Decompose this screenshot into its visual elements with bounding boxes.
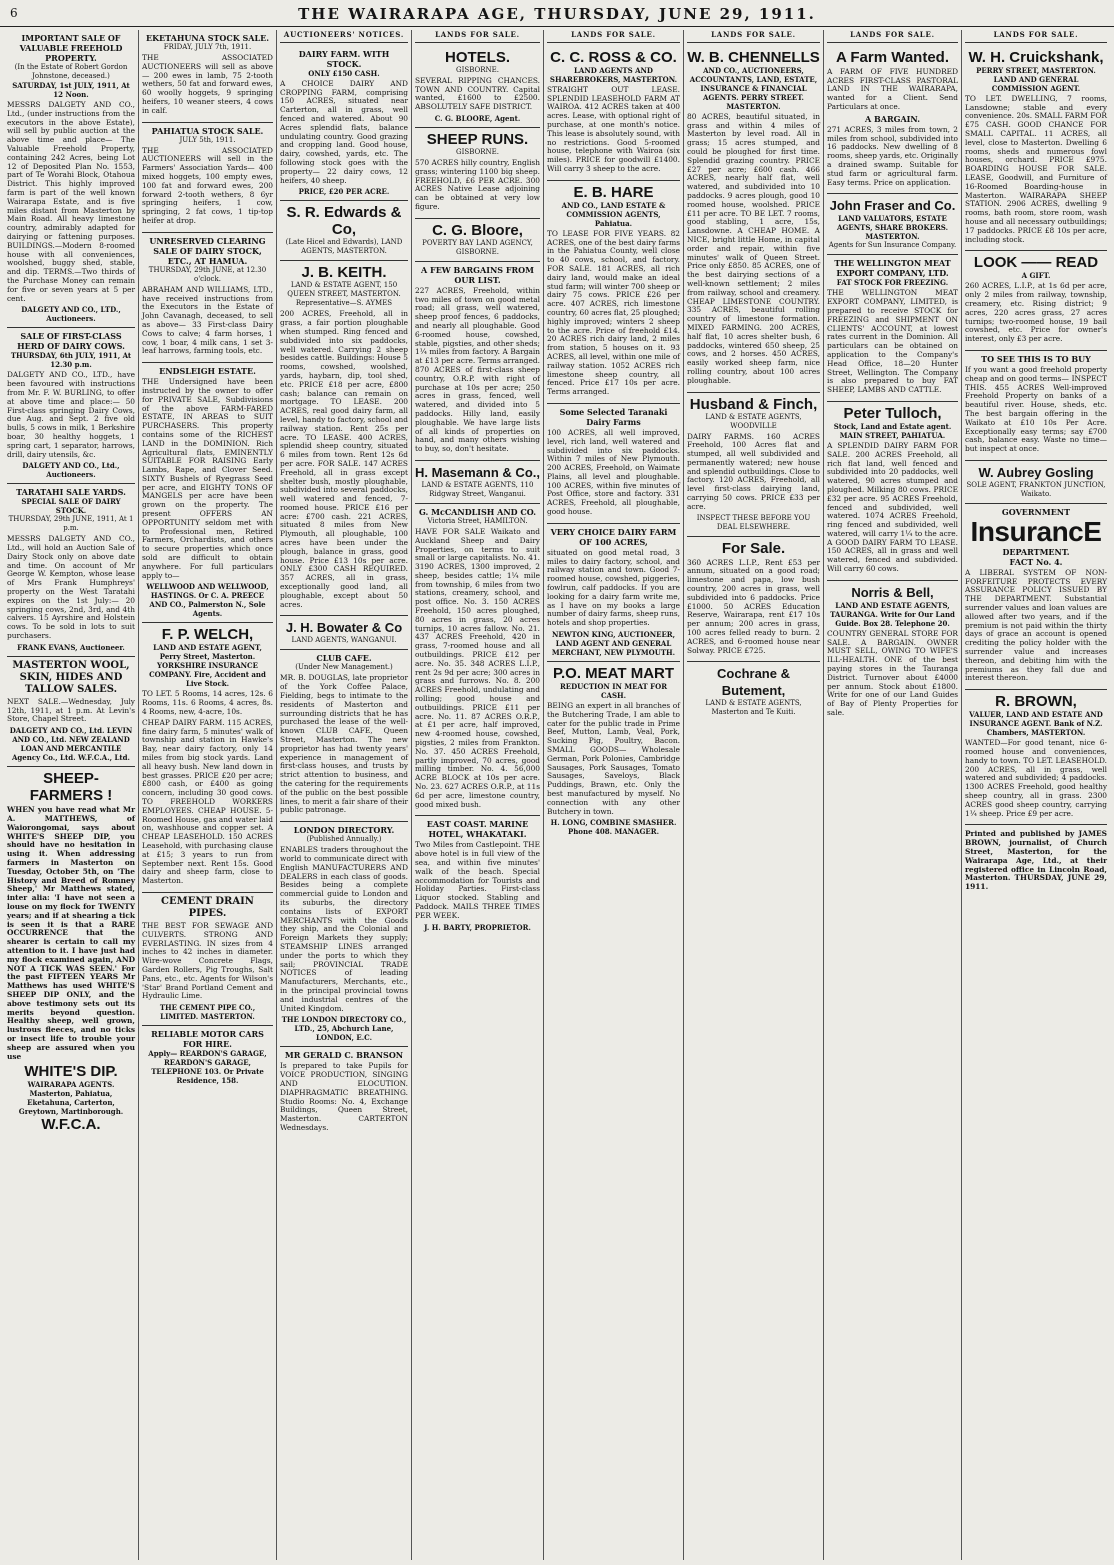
ad-heading: For Sale. xyxy=(721,539,786,557)
agent-details: LAND VALUATORS, ESTATE AGENTS, SHARE BROKERS. MASTERTON. xyxy=(836,214,949,242)
column-header: LANDS FOR SALE. xyxy=(415,30,540,43)
ad-date: THURSDAY, 29th JUNE, at 12.30 o'clock. xyxy=(148,265,267,283)
ad-heading: SHEEP-FARMERS ! xyxy=(29,770,113,805)
ad-body: Agents for Sun Insurance Company. xyxy=(828,241,957,250)
agent-name: R. BROWN, xyxy=(995,693,1077,711)
ad-body: A LIBERAL SYSTEM OF NON-FORFEITURE PROTECTS EVERY ASSURANCE POLICY ISSUED BY THE DEPARTMENT. Substantial surrender values and loan values are allowed after two years, and if the premium is not paid within the thirty days of grace an account is opened crediting the policy holder with the surrender value and increases thereon, and debiting him with the premiums as they fall due and interest thereon. xyxy=(965,567,1107,683)
newton-king-ad xyxy=(547,524,680,662)
ad-heading: CEMENT DRAIN PIPES. xyxy=(161,895,254,919)
meat-mart-ad xyxy=(547,662,680,840)
column-7 xyxy=(824,30,962,1560)
ad-subheading: (Under New Management.) xyxy=(295,663,393,672)
endsleigh-estate-ad xyxy=(142,363,273,623)
eketahuna-sale-ad xyxy=(142,30,273,123)
ad-signoff: FRANK EVANS, Auctioneer. xyxy=(17,642,125,652)
column-header: LANDS FOR SALE. xyxy=(687,30,820,43)
column-4 xyxy=(412,30,544,1560)
ad-agents: WAIRARAPA AGENTS. Masterton, Pahiatua, Eketahuna, Carterton, Greytown, Martinborough. xyxy=(18,1080,124,1117)
column-3 xyxy=(277,30,412,1560)
wellington-meat-ad xyxy=(827,255,958,402)
ad-body: situated on good metal road, 3 miles to dairy factory, school, and railway station and town. Good 7-roomed house, cowshed, piggeries, fowlrun, calf paddocks. If you are looking for a dairy farm write me, as I have on my books a large number of dairy farms, sheep runs, hotels and shop properties. xyxy=(547,547,680,628)
printer-imprint xyxy=(965,825,1107,898)
ad-date: FRIDAY, JULY 7th, 1911. xyxy=(163,43,252,51)
fp-welch-ad xyxy=(142,623,273,893)
sheep-runs-ad xyxy=(415,128,540,219)
marine-hotel-ad xyxy=(415,816,540,935)
ad-body: 100 ACRES, all well improved, level, rich land, well watered and subdivided into six paddocks. Within 7 miles of New Plymouth. 200 ACRES, Freehold, on Waimate Plains, all level and ploughable. 100 ACRES, within five minutes of Post Office, store and factory. 331 ACRES, Freehold, all ploughable, good house. xyxy=(547,427,680,517)
masemann-ad xyxy=(415,461,540,504)
ad-body: WHEN you have read what Mr A. MATTHEWS, of Waiorongomai, says about WHITE'S SHEEP DIP, you should have no hesitation in using it. When addressing farmers in Masterton on Tuesday, October 5th, on 'The History and Breed of Romney Sheep,' Mr Matthews stated, inter alia: 'I have not seen a louse on my flock for TWENTY years; and if at shearing a tick is seen it is that a RARE OCCURRENCE that the shearer is certain to call my attention to it. I have just had my flock examined again, AND NOT A TICK WAS SEEN.' For the past FIFTEEN YEARS Mr Matthews has used WHITE'S SHEEP DIP ONLY, and the above testimony sets out its merits beyond question. Healthy sheep, well grown, lustrous fleeces, and no ticks or insect life to trouble your sheep are assured when you use xyxy=(7,805,135,1061)
column-5 xyxy=(544,30,684,1560)
column-header: AUCTIONEERS' NOTICES. xyxy=(280,30,408,43)
ad-body: STRAIGHT OUT LEASE. SPLENDID LEASEHOLD FARM AT WAIROA. 412 ACRES taken at 400 acres. Lease, with optional right of purchase, at one month's notice. This lease is absolutely sound, with no restrictions. Good 5-roomed house, telephone with Wairoa (six miles). PRICE for goodwill £1400. Will carry 3 sheep to the acre. xyxy=(547,84,680,173)
ad-heading: VERY CHOICE DAIRY FARM OF 100 ACRES, xyxy=(550,526,677,547)
ad-body: DALGETY AND CO., LTD., have been favoured with instructions from Mr. F. W. BURLING, to offer at above time and place:— 50 First-class springing Dairy Cows, due Aug. and Sept. 2 five old bulls, 5 cows in milk, 1 Berkshire boar, 30 healthy hoggets, 1 spring cart, 1 separator, harrows, drill, dairy utensils, &c. xyxy=(7,370,135,459)
agent-name: C. C. ROSS & CO. xyxy=(550,48,677,66)
club-cafe-ad xyxy=(280,650,408,822)
ad-body: If you want a good freehold property cheap and on good terms— INSPECT THIS. 455 ACRES Well-improved Freehold Property on banks of a beautiful river. House, sheds, etc. The best bargain offering in the Waikato at £10 10s Per Acre. Exceptionally easy terms; say £700 cash, balance easy. Waste no time—but inspect at once. xyxy=(965,364,1107,454)
ad-body: NEXT SALE.—Wednesday, July 12th, 1911, at 1 p.m. At Levin's Store, Chapel Street. xyxy=(7,696,135,724)
ad-heading: TARATAHI SALE YARDS. xyxy=(16,487,126,498)
ad-body: ENABLES traders throughout the world to communicate direct with English MANUFACTURERS AND DEALERS in each class of goods. Besides being a complete commercial guide to London and its suburbs, the directory contains lists of EXPORT MERCHANTS with the Goods they ship, and the Colonial and Foreign Markets they supply; STEAMSHIP LINES arranged under the ports to which they sail; PROVINCIAL TRADE NOTICES of leading Manufacturers, Merchants, etc., in the principal provincial towns and industrial centres of the United Kingdom. xyxy=(280,845,408,1013)
ad-signoff: NEWTON KING, AUCTIONEER, LAND AGENT AND GENERAL MERCHANT, NEW PLYMOUTH. xyxy=(551,630,676,658)
ad-body: MR. B. DOUGLAS, late proprietor of the York Coffee Palace, Fielding, begs to intimate to the residents of Masterton and surrounding districts that he has purchased the lease of the well-known CLUB CAFE, Queen Street, Masterton. The new proprietor has had twenty years' experience in management of first-class houses, and trusts by strict attention to business, and the catering for the requirements of the public on the best possible lines, to merit a fair share of their public patronage. xyxy=(280,673,408,815)
ad-body: MESSRS DALGETY AND CO., Ltd., (under instructions from the executors in the above Estate), will sell by public auction at the above time and place— The Valuable Freehold Property, containing 242 Acres, being Lot 12 of Deposited Plan No. 1553, part of Te Worahi Block, Otahoua District. This highly improved farm is part of the well known Wairarapa Estate, and is five miles distant from Masterton by Main Road. All heavy limestone country, admirably adapted for dairying or fattening purposes. BUILDINGS.—Modern 8-roomed house with all conveniences, woolshed, buggy shed, stable, and dip. TERMS.—Two thirds of the Purchase Money can remain for five or seven years at 5 per cent. xyxy=(7,100,135,303)
ad-signoff: THE LONDON DIRECTORY CO., LTD., 25, Abchurch Lane, LONDON, E.C. xyxy=(281,1015,407,1043)
r-brown-ad xyxy=(965,690,1107,825)
ad-date: SATURDAY, 1st JULY, 1911, At 12 Noon. xyxy=(12,81,130,99)
ad-date: THURSDAY, 6th JULY, 1911, At 12.30 p.m. xyxy=(10,351,132,370)
cc-ross-ad xyxy=(547,46,680,181)
column-1 xyxy=(4,30,139,1560)
ad-heading: RELIABLE MOTOR CARS FOR HIRE. xyxy=(151,1029,264,1050)
agent-name: Norris & Bell, xyxy=(851,584,934,600)
ad-subheading: A GIFT. xyxy=(1021,271,1051,281)
bargains-ad xyxy=(415,262,540,461)
dairy-farm-ad xyxy=(280,46,408,202)
agent-details: LAND & ESTATE AGENTS, WOODVILLE xyxy=(705,412,802,430)
ad-heading: PAHIATUA STOCK SALE. xyxy=(151,125,264,136)
bloore-ad xyxy=(415,219,540,262)
agent-name: W. Aubrey Gosling xyxy=(978,464,1094,480)
ad-heading: A Farm Wanted. xyxy=(835,48,950,66)
ad-heading: LOOK —— READ xyxy=(973,254,1099,272)
ad-heading: SALE OF FIRST-CLASS HERD OF DAIRY COWS. xyxy=(17,331,125,352)
ad-body: THE Undersigned have been instructed by the owner to offer for PRIVATE SALE, Subdivisions of the above FARM-FARED ESTATE, IN AREAS to SUIT PURCHASERS. This property contains some of the RICHEST LAND in the DOMINION. Rich Agricultural flats, EMINENTLY SUITABLE FOR RAISING Early Lambs, Rape, and Clover Seed. SIXTY Bushels of Ryegrass Seed per acre, and EIGHTY TONS OF MANGELS per acre have been grown on the property. The present OFFERS AN OPPORTUNITY seldom met with to Professional men, Retired Farmers, Orchardists, and others to secure properties which once sold are difficult to obtain anywhere. For full particulars apply to— xyxy=(142,377,273,580)
agent-details: VALUER, LAND AND ESTATE AND INSURANCE AGENT. Bank of N.Z. Chambers, MASTERTON. xyxy=(969,710,1103,738)
ad-price: PRICE, £20 PER ACRE. xyxy=(298,187,390,197)
imprint-text: Printed and published by JAMES BROWN, journalist, of Church Street, Masterton, for the Wairarapa Age, Ltd., at their registered office in Lincoln Road, Masterton. THURSDAY, JUNE 29, 1911. xyxy=(965,829,1107,892)
agent-name: John Fraser and Co. xyxy=(829,198,956,214)
see-this-ad xyxy=(965,351,1107,461)
ad-heading: MASTERTON WOOL, SKIN, HIDES AND TALLOW SALES. xyxy=(12,659,130,695)
ad-heading: SHEEP RUNS. xyxy=(426,130,529,148)
agent-name: W. H. Cruickshank, xyxy=(968,48,1104,66)
dairy-cows-sale-ad xyxy=(7,328,135,484)
ad-body: CHEAP DAIRY FARM. 115 ACRES, fine dairy farm, 5 minutes' walk of township and station in Hawke's Bay, near dairy factory, only 14 miles from big stock yards. Land all heavy bush. New land down in best grasses. PRICE £20 per acre; £800 cash, or £400 as going concern, including 30 good cows. TO FREEHOLD WORKERS EMPLOYEES. CHEAP HOUSE. 5-Roomed House, gas and water laid on, washhouse and copper set. A CHEAP LEASEHOLD. 150 ACRES Leasehold, with purchasing clause at £15; 3 years to run from September next. Rent 15s. Good dairy and sheep farm, close to Masterton. xyxy=(142,717,273,886)
ad-subheading: DEPARTMENT. xyxy=(1002,546,1070,557)
column-header: LANDS FOR SALE. xyxy=(547,30,680,43)
ad-body: THE WELLINGTON MEAT EXPORT COMPANY, LIMITED, is prepared to receive STOCK for FREEZING and SHIPMENT ON CLIENTS' ACCOUNT, at lowest rates current in the Dominion. All particulars can be obtained on application to the Company's Head Office, 18—20 Hunter Street, Wellington. The Company is also prepared to buy FAT SHEEP, LAMBS AND CATTLE. xyxy=(827,288,958,395)
ad-body: ABRAHAM AND WILLIAMS, LTD., have received instructions from the Executors in the Estate of John Cavanagh, deceased, to sell as above— 33 First-class Dairy Cows to calve; 4 farm horses, 1 cow, 1 boar, 4 milk cans, 1 set 3-leaf harrows, farming tools, etc. xyxy=(142,284,273,356)
ad-signoff: C. G. BLOORE, Agent. xyxy=(434,113,521,123)
ad-subheading: (In the Estate of Robert Gordon Johnstone, deceased.) xyxy=(14,63,128,80)
ad-heading: P.O. MEAT MART xyxy=(552,665,675,683)
column-6 xyxy=(684,30,824,1560)
agent-details: PERRY STREET, MASTERTON. LAND AND GENERAL COMMISSION AGENT. xyxy=(976,65,1096,93)
bowater-ad xyxy=(280,616,408,650)
ad-heading: EKETAHUNA STOCK SALE. xyxy=(145,33,269,43)
page-number: 6 xyxy=(10,6,18,20)
ad-body: 227 ACRES, Freehold, within two miles of town on good metal road; all grass, well watered, sheep proof fences, 6 paddocks, and nearly all ploughable. Good 6-roomed house, cowshed, stable, pigsties, and other sheds; 1¼ miles from factory. A Bargain at £13 per acre. Terms arranged. 870 ACRES of first-class sheep country, O.R.P. with right of purchase at 10s per acre; 250 acres in grass, fenced, well watered, and divided into 5 paddocks. Hilly land, easily ploughable. We have large lists of all kinds of properties on hand, and many others wishing to buy, so, don't hesitate. xyxy=(415,285,540,454)
ad-signoff: WELLWOOD AND WELLWOOD, HASTINGS. Or C. A. PREECE AND CO., Palmerston N., Sole Agents. xyxy=(146,582,269,619)
agent-name: Peter Tulloch, xyxy=(843,404,942,422)
ad-signoff: INSPECT THESE BEFORE YOU DEAL ELSEWHERE. xyxy=(696,513,811,531)
ad-signoff: THE CEMENT PIPE CO., LIMITED. MASTERTON. xyxy=(159,1003,256,1022)
ad-subheading: ONLY £150 CASH. xyxy=(308,68,380,78)
agent-details: LAND AGENTS, WANGANUI. xyxy=(291,636,397,645)
ad-body: DAIRY FARMS. 160 ACRES Freehold, 100 Acres flat and stumped, all well subdivided and permanently watered; new house and splendid outbuildings. Close to factory. 120 ACRES, Freehold, all level first-class dairying land, carrying 50 cows. PRICE £33 per acre. xyxy=(687,431,820,511)
newspaper-title: THE WAIRARAPA AGE, THURSDAY, JUNE 29, 1911. xyxy=(298,5,816,23)
hamua-clearing-sale-ad xyxy=(142,233,273,363)
ad-list: TO LET. 5 Rooms, 14 acres, 12s. 6 Rooms, 11s. 6 Rooms, 4 acres, 8s. 4 Rooms, new, 4-acre, 10s. xyxy=(142,689,273,717)
branson-ad xyxy=(280,1047,408,1138)
agent-details: LAND & ESTATE AGENT, 150 QUEEN STREET, MASTERTON. Representative—S. AYMES xyxy=(287,281,401,308)
pahiatua-sale-ad xyxy=(142,123,273,233)
column-2 xyxy=(139,30,277,1560)
agent-details: LAND & ESTATE AGENTS, 110 Ridgway Street, Wanganui. xyxy=(421,480,534,498)
ad-body: COUNTRY GENERAL STORE FOR SALE. A BARGAIN. OWNER MUST SELL, OWING TO WIFE'S ILL-HEALTH. ONE of the best paying stores in the Tauranga District. Turnover about £4000 per annum. Stock about £1800. Write for one of our Land Guides of Bay of Plenty Properties for sale. xyxy=(827,628,958,718)
agent-details: LAND AGENTS AND SHAREBROKERS, MASTERTON. xyxy=(549,65,678,84)
agent-name: S. R. Edwards & Co, xyxy=(286,204,402,239)
ad-body: SEVERAL RIPPING CHANCES. TOWN AND COUNTRY. Capital wanted, £1600 to £2500. ABSOLUTELY SAFE DISTRICT. xyxy=(415,75,540,112)
taranaki-farms-ad xyxy=(547,404,680,524)
ad-heading: TO SEE THIS IS TO BUY xyxy=(981,353,1091,364)
ad-subheading: GISBORNE. xyxy=(456,147,499,156)
agent-details: POVERTY BAY LAND AGENCY, GISBORNE. xyxy=(422,238,533,256)
ad-date: THURSDAY, 29th JUNE, 1911, At 1 p.m. xyxy=(8,515,134,533)
ad-body: Apply— REARDON'S GARAGE, REARDON'S GARAGE, TELEPHONE 103. Or Private Residence, 158. xyxy=(148,1049,267,1086)
ad-subheading: GISBORNE. xyxy=(456,65,499,74)
agent-details: (Late Hicel and Edwards), LAND AGENTS, MASTERTON. xyxy=(285,238,403,256)
hotels-ad xyxy=(415,46,540,128)
ad-heading: LONDON DIRECTORY. xyxy=(293,825,395,836)
column-header: LANDS FOR SALE. xyxy=(965,30,1107,43)
ad-body: WANTED—For good tenant, nice 6-roomed house and conveniences, handy to town. TO LET. LEASEHOLD. 200 ACRES, all in grass, well watered and subdivided; 4 paddocks. 1300 ACRES Freehold, good healthy sheep country, all in grass. 2300 ACRES good sheep country, carrying 1¼ sheep. Price £9 per acre. xyxy=(965,738,1107,818)
ad-signoff: DALGETY AND CO., LTD., Auctioneers. xyxy=(21,305,121,324)
ad-heading: HOTELS. xyxy=(444,48,510,66)
agent-name: Husband & Finch, xyxy=(689,395,818,413)
gosling-ad xyxy=(965,461,1107,504)
agent-details: LAND AND ESTATE AGENTS, TAURANGA. Write for Our Land Guide. Box 28. Telephone 20. xyxy=(830,600,955,628)
ad-body: 360 ACRES L.I.P., Rent £53 per annum, situated on a good road; limestone and papa, low bush country, 200 acres in grass, well subdivided into 6 paddocks. Price £1000. 50 ACRES Education Reserve, Wairarapa, rent £17 10s per annum; 200 acres in grass, 100 acres felled ready to burn. 2 ACRES, and 6-roomed house near Solway. PRICE £725. xyxy=(687,557,820,655)
agent-name: F. P. WELCH, xyxy=(161,626,254,644)
agent-details: LAND AND ESTATE AGENT, Perry Street, Masterton. YORKSHIRE INSURANCE COMPANY. Fire, Accident and Live Stock. xyxy=(149,643,266,689)
ad-signoff: DALGETY AND CO., Ltd. LEVIN AND CO., Ltd. NEW ZEALAND LOAN AND MERCANTILE Agency Co., Ltd. W.F.C.A., Ltd. xyxy=(9,726,133,763)
cruickshank-ad xyxy=(965,46,1107,252)
ad-body: TO LEASE FOR FIVE YEARS. 82 ACRES, one of the best dairy farms in the Pahiatua County, well close to 40 cows, school, and factory. FOR SALE. 181 ACRES, all rich dairy land, would make an ideal stud farm; will winter 700 sheep or dairy 75 cows. PRICE £26 per acre. 407 ACRES, rich limestone country, 60 acres flat, 25 ploughed; highly improved; winters 2 sheep to the acre. Price of freehold £14. 20 ACRES rich dairy land, 2 miles from station, 5 houses on it. 93 ACRES, all level, within one mile of railway station. 1052 ACRES rich limestone sheep country, all fenced. Price £17 10s per acre. Terms arranged. xyxy=(547,228,680,397)
ad-body: HAVE FOR SALE Waikato and Auckland Sheep and Dairy Properties, on terms to suit small or large capitalists. No. 41. 3190 ACRES, 1300 improved, 2 sheep, besides cattle; 1¼ mile from township, 6 miles from two stations, creamery, school, and post office. No. 3. 150 ACRES Freehold, 150 acres ploughed, 80 acres in grass, 20 acres turnips, 10 acres fallow. No. 21. 437 ACRES Freehold, 420 in grass, 7-roomed house and all outbuildings. PRICE £12 per acre. No. 35. 348 ACRES L.I.P., rent 2s 9d per acre; 300 acres in grass and furrows. No. 8. 200 ACRES Freehold, undulating and rolling; good house and outbuildings. PRICE £11 per acre. No. 11. 87 ACRES O.R.P., at £1 per acre, half improved, new 4-roomed house, cowshed, pigsties, 2 miles from Frankton. No. 37. 450 ACRES Freehold, partly improved, 70 acres, good milling timber. No. 4. 56,000 ACRE BLOCK at 10s per acre. No. 23. 627 ACRES O.R.P., at 11s 6d per acre, limestone country, good mixed bush. xyxy=(415,526,540,809)
ad-heading: MR GERALD C. BRANSON xyxy=(284,1050,404,1061)
for-sale-ad xyxy=(687,537,820,663)
agent-name: J. H. Bowater & Co xyxy=(285,620,403,636)
whites-dip-ad xyxy=(7,767,135,1137)
peter-tulloch-ad xyxy=(827,402,958,581)
ad-body: TO LET. DWELLING, 7 rooms, Lansdowne; stable and every convenience. 20s. SMALL FARM FOR £75 CASH. GOOD CHANCE FOR SMALL CAPITAL. 11 ACRES, all level, close to Masterton. Dwelling 6 rooms, sheds and numerous fowl houses, orchard. PRICE £975. BOARDING HOUSE FOR SALE. LEASE, Goodwill, and Furniture of 16-Roomed Boarding-house in Masterton. WAIRARAPA SHEEP STATION. 2906 ACRES, dwelling 9 rooms, bath room, store room, wash house and all necessary outbuildings; 17 paddocks. PRICE £8 10s per acre, including stock. xyxy=(965,93,1107,244)
ad-heading: DAIRY FARM. WITH STOCK. xyxy=(298,48,390,69)
ad-body: 200 ACRES, Freehold, all in grass, a fair portion ploughable when stumped. Ring fenced and subdivided into six paddocks, well watered. Carrying 2 sheep besides cattle. Buildings: House 5 rooms, cowshed, woolshed, yards, haybarn, dip, tool shed, etc. PRICE £18 per acre, £800 cash; balance can remain on mortgage. TO LEASE. 200 ACRES, real good dairy farm, all level, handy to factory, school and railway station. Rent 25s per acre. TO LEASE. 400 ACRES, splendid sheep country, situated 6 miles from town. Rent 12s 6d per acre. FOR SALE. 147 ACRES Freehold, all in grass except shelter bush, mostly ploughable, subdivided into several paddocks, well watered and fenced, 7-roomed house. PRICE £16 per acre: £700 cash. 221 ACRES, situated 8 miles from New Plymouth, all ploughable, 100 acres have been under the plough, balance in grass, good house. Price £13 10s per acre. ONLY £300 CASH REQUIRED. 357 ACRES, all in grass, exceptionally good land, all ploughable, except about 50 acres. xyxy=(280,309,408,609)
motor-cars-ad xyxy=(142,1026,273,1089)
masthead xyxy=(0,4,1114,27)
farm-wanted-ad xyxy=(827,46,958,195)
ad-heading: A FEW BARGAINS FROM OUR LIST. xyxy=(421,264,534,285)
ad-body: THE ASSOCIATED AUCTIONEERS will sell in the Farmers' Association Yards— 400 mixed hoggets, 100 empty ewes, 100 fat and forward ewes, 200 forward 2-tooth wethers, 8 6yr springing heifers, 1 cow, springing, 2 fat cows, 1 tip-top heifer at drop. xyxy=(142,145,273,225)
agent-name: J. B. KEITH. xyxy=(301,264,387,282)
ad-heading: UNRESERVED CLEARING SALE OF DAIRY STOCK, ETC., AT HAMUA. xyxy=(149,235,266,266)
ad-body: THE BEST FOR SEWAGE AND CULVERTS. STRONG AND EVERLASTING. IN sizes from 4 inches to 42 inches in diameter. Wire-wove Concrete Flags, Garden Rollers, Pig Troughs, Salt Pans, etc., etc. Agents for Wilson's 'Star' Brand Portland Cement and Hydraulic Lime. xyxy=(142,920,273,1001)
ad-subheading: A BARGAIN. xyxy=(865,113,920,124)
ad-body: A CHOICE DAIRY AND CROPPING FARM, comprising 150 ACRES, situated near Carterton, all in grass, well fenced and watered. About 90 Acres splendid flats, balance undulating country. Good grazing and cropping land. Good house, dairy, cowshed, yards, etc. The following stock goes with the property— 22 dairy cows, 12 heifers, 40 sheep. xyxy=(280,78,408,185)
ad-subheading: SPECIAL SALE OF DAIRY STOCK. xyxy=(21,497,121,516)
ad-body: 80 ACRES, beautiful situated, in grass and within 4 miles of Masterton by level road. All in grass; 15 acres stumped, and could be ploughed for first time. Splendid grazing country. PRICE £27 per acre; £600 cash. 466 ACRES, nearly half flat, well watered, and subdivided into 10 paddocks. 9 acres plough, good 10 roomed house, woolshed. PRICE £11 per acre. TO BE LET. 7 rooms, good stabling, 1 acre, 15s, Lansdowne. A CHEAP HOME. A NICE, bright little Home, in capital order and repair, within five minutes' walk of Queen Street. Price only £850. 85 ACRES, one of the best dairying sections of a well-known settlement; 2 miles from railway, school and creamery. CHEAP LIMESTONE COUNTRY. 335 ACRES, beautiful rolling country of limestone formation. MIXED FARMING. 200 ACRES, half flat, 10 acres shelter bush, 6 paddocks, wintered 650 sheep, 25 cows, and 2 horses. 450 ACRES, easily worked sheep farm, nice rolling country, about 100 acres ploughable. xyxy=(687,111,820,385)
ad-body: Is prepared to take Pupils for VOICE PRODUCTION, SINGING AND ELOCUTION. DIAPHRAGMATIC BREATHING. Studio Rooms: No. 4, Exchange Buildings, Queen Street, Masterton. CARTERTON Wednesdays. xyxy=(280,1061,408,1132)
ad-body: 570 ACRES hilly country, English grass; wintering 1100 big sheep. FREEHOLD, £6 PER ACRE. 300 ACRES Native Lease adjoining can be obtained at very low figure. xyxy=(415,157,540,211)
ad-heading: GOVERNMENT xyxy=(1001,506,1071,517)
agent-details: LAND & ESTATE AGENTS, Masterton and Te Kuiti. xyxy=(705,699,802,717)
agent-details: Victoria Street, HAMILTON. xyxy=(427,516,528,525)
column-header: LANDS FOR SALE. xyxy=(827,30,958,43)
john-fraser-ad xyxy=(827,194,958,255)
ad-signoff: J. H. BARTY, PROPRIETOR. xyxy=(424,922,531,932)
ad-body: A FARM OF FIVE HUNDRED ACRES FIRST-CLASS PASTORAL LAND IN THE WAIRARAPA, wanted for a Client. Send Particulars at once. xyxy=(827,66,958,111)
agent-details: SOLE AGENT, FRANKTON JUNCTION, Waikato. xyxy=(966,480,1106,498)
agent-details: AND CO., LAND ESTATE & COMMISSION AGENTS, Pahiatua. xyxy=(561,200,666,228)
eb-hare-ad xyxy=(547,181,680,404)
ad-body-2: 271 ACRES, 3 miles from town, 2 miles from school, subdivided into 16 paddocks. New dwelling of 8 rooms, sheep yards, etc. Originally a drained swamp. Suitable for stud farm or agricultural farm. Easy terms. Price on application. xyxy=(827,124,958,187)
ad-subheading: (Published Annually.) xyxy=(306,835,382,844)
product-name: WHITE'S DIP. xyxy=(24,1063,118,1081)
ad-signoff: H. LONG, COMBINE SMASHER. Phone 408. MANAGER. xyxy=(550,818,677,837)
agent-name: E. B. HARE xyxy=(573,183,654,201)
london-directory-ad xyxy=(280,822,408,1047)
ad-body: MESSRS DALGETY AND CO., Ltd., will hold an Auction Sale of Dairy Stock only on above date and time. On account of Mr George W. Kempton, whose lease of Mrs Frank Humphreys' property on the West Taratahi expires on the 1st July:— 20 springing cows, 2nd, 3rd, and 4th calvers. 15 Ayrshire and Holstein cows. To be sold in lots to suit purchasers. xyxy=(7,534,135,641)
ad-heading: THE WELLINGTON MEAT EXPORT COMPANY, LTD. xyxy=(834,258,951,279)
ad-heading: ENDSLEIGH ESTATE. xyxy=(159,366,256,377)
ad-body: BEING an expert in all branches of the Butchering Trade, I am able to cater for the public trade in Prime Beef, Mutton, Lamb, Veal, Pork, Sucking Pig, Poultry, Bacon. SMALL GOODS— Wholesale German, Pork Polonies, Cambridge Sausages, Pork Sausages, Tomato Sausages, Saveloys, Black Puddings, Brawn, etc. Only the best manufactured by myself. No connection with any other Butchery in town. xyxy=(547,701,680,816)
cement-pipes-ad xyxy=(142,893,273,1026)
norris-bell-ad xyxy=(827,581,958,724)
agent-details: Stock, Land and Estate agent. MAIN STREET, PAHIATUA. xyxy=(833,421,952,440)
ad-signoff: DALGETY AND CO., Ltd., Auctioneers. xyxy=(22,461,120,480)
column-8 xyxy=(962,30,1110,1560)
agent-name: W. B. CHENNELLS xyxy=(687,48,820,66)
columns xyxy=(4,30,1110,1560)
agent-name: H. Masemann & Co., xyxy=(415,464,540,480)
ad-body: Two Miles from Castlepoint. THE above hotel is in full view of the sea, and within five minutes' walk of the beach. Special accommodation for Tourists and Holiday Parties. First-class Liquor stocked. Stabling and Paddock. MAILS THREE TIMES PER WEEK. xyxy=(415,840,540,920)
ad-heading: Some Selected Taranaki Dairy Farms xyxy=(559,406,668,427)
mccandlish-ad xyxy=(415,504,540,817)
insurance-wordmark: InsurancE xyxy=(970,515,1102,547)
agent-details: AND CO., AUCTIONEERS, ACCOUNTANTS, LAND, ESTATE, INSURANCE & FINANCIAL AGENTS. PERRY STREET. MASTERTON. xyxy=(689,65,818,111)
ad-body: THE ASSOCIATED AUCTIONEERS will sell as above— 200 ewes in lamb, 75 2-tooth wethers, 50 fat and forward ewes, 60 woolly hoggets, 9 springing heifers, 10 weaner steers, 4 cows in calf. xyxy=(142,53,273,115)
government-insurance-ad xyxy=(965,504,1107,690)
ad-body: A SPLENDID DAIRY FARM FOR SALE. 200 ACRES Freehold, all rich flat land, well fenced and subdivided into 20 paddocks, well watered, 90 acres stumped and ploughed. Milking 80 cows. PRICE £32 per acre. 95 ACRES Freehold, fenced and subdivided, well watered. 1074 ACRES Freehold, ring fenced and subdivided, well watered, will carry 1¼ to the acre. A GOOD DAIRY FARM TO LEASE. 150 ACRES, all in grass and well watered, fenced and subdivided. Will carry 60 cows. xyxy=(827,440,958,574)
husband-finch-ad xyxy=(687,393,820,537)
fact-number: FACT No. 4. xyxy=(1009,556,1063,567)
agent-name: G. McCANDLISH AND CO. xyxy=(418,506,537,517)
ad-heading: IMPORTANT SALE OF VALUABLE FREEHOLD PROPERTY. xyxy=(19,33,123,63)
freehold-sale-ad xyxy=(7,30,135,328)
ad-subheading: REDUCTION IN MEAT FOR CASH. xyxy=(559,682,668,701)
ad-signoff: W.F.C.A. xyxy=(41,1116,101,1134)
taratahi-sale-ad xyxy=(7,484,135,657)
chennells-ad xyxy=(687,46,820,393)
ad-date: JULY 5th, 1911. xyxy=(179,135,236,144)
ad-heading: EAST COAST. MARINE HOTEL, WHAKATAKI. xyxy=(426,819,529,840)
wool-sales-ad xyxy=(7,657,135,767)
agent-name: Cochrane & Butement, xyxy=(717,666,790,699)
look-read-ad xyxy=(965,251,1107,351)
ad-heading: CLUB CAFE. xyxy=(316,653,372,664)
cochrane-butement-ad xyxy=(687,662,820,721)
agent-name: C. G. Bloore, xyxy=(432,221,523,239)
ad-body: 260 ACRES, L.I.P., at 1s 6d per acre, only 2 miles from railway, township, creamery, etc. Rising district; 9 acres, 220 acres grass, 27 acres turnips; two-roomed house, 19 bail cowshed, etc. Price for owner's interest, only £3 per acre. xyxy=(965,281,1107,344)
sr-edwards-ad xyxy=(280,201,408,261)
jb-keith-ad xyxy=(280,261,408,616)
ad-subheading: FAT STOCK FOR FREEZING. xyxy=(836,278,949,288)
